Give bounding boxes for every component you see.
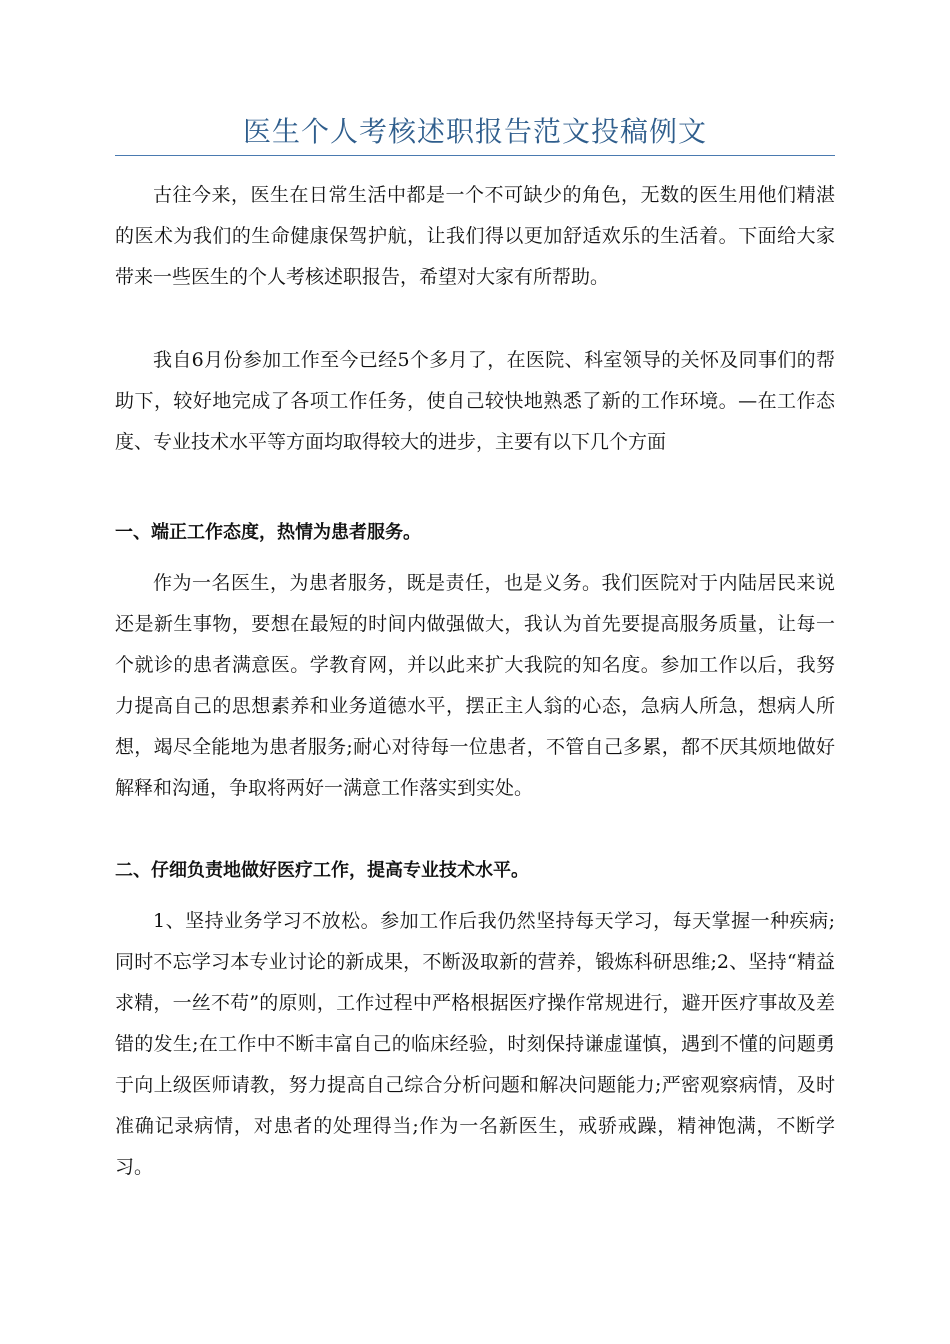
paragraph-intro <box>115 175 835 298</box>
paragraph-text: 1、坚持业务学习不放松。参加工作后我仍然坚持每天学习，每天掌握一种疾病;同时不忘学习本专业讨论的新成果，不断汲取新的营养，锻炼科研思维;2、坚持“精益求精，一丝不苟”的原则，工作过程中严格根据医疗操作常规进行，避开医疗事故及差错的发生;在工作中不断丰富自己的临床经验，时刻保持谦虚谨慎，遇到不懂的问题勇于向上级医师请教，努力提高自己综合分析问题和解决问题能力;严密观察病情，及时准确记录病情，对患者的处理得当;作为一名新医生，戒骄戒躁，精神饱满，不断学习。 <box>115 910 835 1178</box>
heading-text: 二、仔细负责地做好医疗工作，提高专业技术水平。 <box>115 860 529 881</box>
paragraph-text: 我自6月份参加工作至今已经5个多月了，在医院、科室领导的关怀及同事们的帮助下，较好地完成了各项工作任务，使自己较快地熟悉了新的工作环境。—在工作态度、专业技术水平等方面均取得较大的进步，主要有以下几个方面 <box>115 349 835 453</box>
paragraph-overview <box>115 340 835 463</box>
title-underline <box>115 155 835 156</box>
paragraph-attitude <box>115 563 835 809</box>
heading-text: 一、端正工作态度，热情为患者服务。 <box>115 522 421 543</box>
paragraph-text: 作为一名医生，为患者服务，既是责任，也是义务。我们医院对于内陆居民来说还是新生事物，要想在最短的时间内做强做大，我认为首先要提高服务质量，让每一个就诊的患者满意医。学教育网，并以此来扩大我院的知名度。参加工作以后，我努力提高自己的思想素养和业务道德水平，摆正主人翁的心态，急病人所急，想病人所想，竭尽全能地为患者服务;耐心对待每一位患者，不管自己多累，都不厌其烦地做好解释和沟通，争取将两好一满意工作落实到实处。 <box>115 572 835 799</box>
paragraph-medical-work <box>115 901 835 1188</box>
document-title: 医生个人考核述职报告范文投稿例文 <box>242 115 707 148</box>
section-heading-1 <box>115 512 835 553</box>
paragraph-text: 古往今来，医生在日常生活中都是一个不可缺少的角色，无数的医生用他们精湛的医术为我们的生命健康保驾护航，让我们得以更加舒适欢乐的生活着。下面给大家带来一些医生的个人考核述职报告，希望对大家有所帮助。 <box>115 184 835 288</box>
section-heading-2 <box>115 850 835 891</box>
